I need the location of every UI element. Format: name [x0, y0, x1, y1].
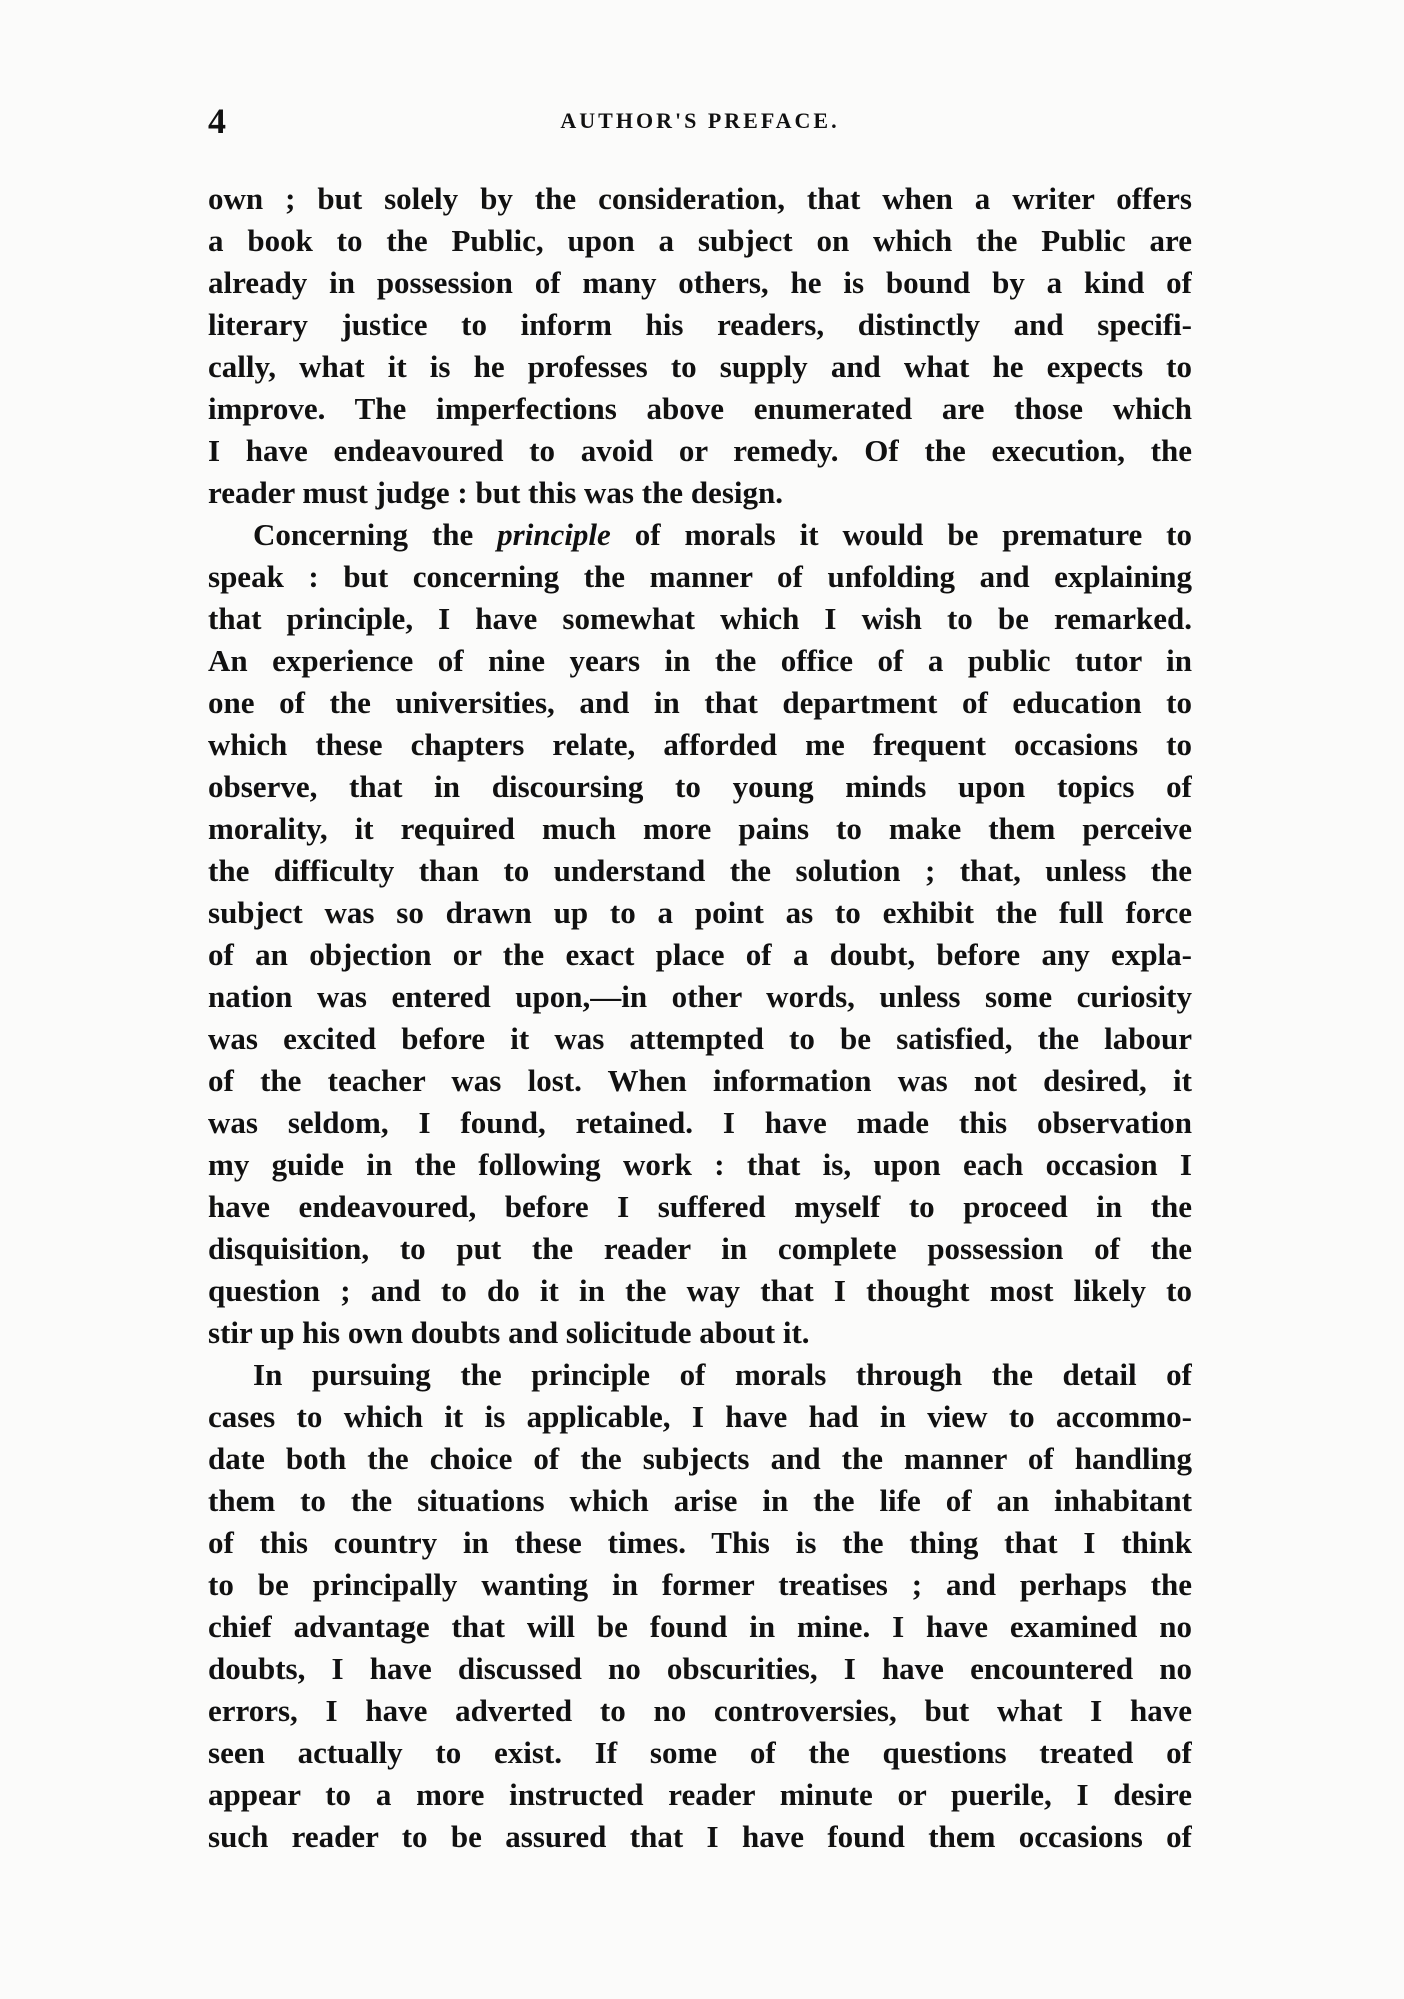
text-line: chief advantage that will be found in mine. I have examined no [208, 1609, 1192, 1644]
text-line: I have endeavoured to avoid or remedy. Of the execution, the [208, 433, 1192, 468]
text-line: already in possession of many others, he is bound by a kind of [208, 265, 1192, 300]
text-line: the difficulty than to understand the solution ; that, unless the [208, 853, 1192, 888]
text-line: cases to which it is applicable, I have had in view to accommo- [208, 1399, 1192, 1434]
text-line: my guide in the following work : that is, upon each occasion I [208, 1147, 1192, 1182]
text-line: stir up his own doubts and solicitude about it. [208, 1315, 810, 1350]
text-line: cally, what it is he professes to supply and what he expects to [208, 349, 1192, 384]
text-line: speak : but concerning the manner of unfolding and explaining [208, 559, 1192, 594]
text-line: errors, I have adverted to no controversies, but what I have [208, 1693, 1192, 1728]
text-line: them to the situations which arise in the life of an inhabitant [208, 1483, 1192, 1518]
running-head [208, 100, 1192, 144]
running-title: AUTHOR'S PREFACE. [560, 108, 840, 133]
text-line: was seldom, I found, retained. I have made this observation [208, 1105, 1192, 1140]
text-line: date both the choice of the subjects and the manner of handling [208, 1441, 1192, 1476]
text-line: doubts, I have discussed no obscurities, I have encountered no [208, 1651, 1192, 1686]
text-line: appear to a more instructed reader minute or puerile, I desire [208, 1777, 1192, 1812]
text-segment: of morals it would be premature to [634, 517, 1192, 552]
text-line: which these chapters relate, afforded me frequent occasions to [208, 727, 1192, 762]
text-line: literary justice to inform his readers, distinctly and specifi- [208, 307, 1192, 342]
text-line: question ; and to do it in the way that I thought most likely to [208, 1273, 1192, 1308]
text-line: subject was so drawn up to a point as to exhibit the full force [208, 895, 1192, 930]
text-line-with-italic [208, 514, 1192, 556]
text-line: observe, that in discoursing to young minds upon topics of [208, 769, 1192, 804]
text-line: to be principally wanting in former treatises ; and perhaps the [208, 1567, 1192, 1602]
text-line: that principle, I have somewhat which I wish to be remarked. [208, 601, 1192, 636]
text-line: a book to the Public, upon a subject on which the Public are [208, 223, 1192, 258]
text-segment: Concerning the [253, 517, 474, 552]
italic-word: principle [497, 517, 611, 552]
text-line: of this country in these times. This is the thing that I think [208, 1525, 1192, 1560]
text-line: In pursuing the principle of morals through the detail of [253, 1357, 1192, 1392]
text-line: one of the universities, and in that department of education to [208, 685, 1192, 720]
text-line: seen actually to exist. If some of the questions treated of [208, 1735, 1192, 1770]
body-text [208, 178, 1192, 1858]
text-line: was excited before it was attempted to be satisfied, the labour [208, 1021, 1192, 1056]
text-line: have endeavoured, before I suffered myself to proceed in the [208, 1189, 1192, 1224]
text-line: disquisition, to put the reader in complete possession of the [208, 1231, 1192, 1266]
text-line: reader must judge : but this was the design. [208, 475, 783, 510]
text-line: such reader to be assured that I have found them occasions of [208, 1819, 1192, 1854]
text-line: of an objection or the exact place of a doubt, before any expla- [208, 937, 1192, 972]
text-line: An experience of nine years in the office of a public tutor in [208, 643, 1192, 678]
text-line: morality, it required much more pains to make them perceive [208, 811, 1192, 846]
text-line: improve. The imperfections above enumerated are those which [208, 391, 1192, 426]
text-line: own ; but solely by the consideration, that when a writer offers [208, 181, 1192, 216]
text-line: of the teacher was lost. When information was not desired, it [208, 1063, 1192, 1098]
page-number: 4 [208, 101, 226, 141]
text-line: nation was entered upon,—in other words, unless some curiosity [208, 979, 1192, 1014]
